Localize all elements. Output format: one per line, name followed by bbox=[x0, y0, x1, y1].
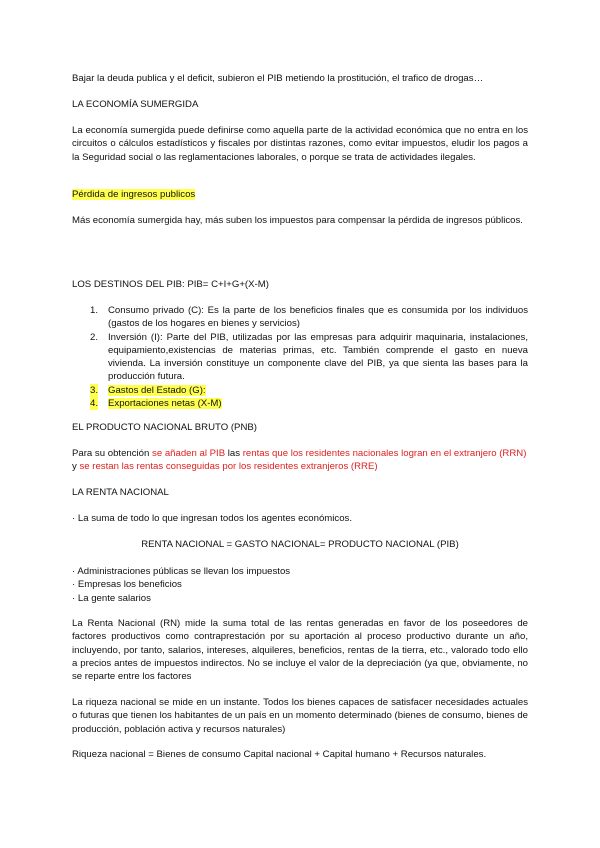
pnb-text-red: rentas que los residentes nacionales logran en el extranjero (RRN) bbox=[242, 448, 527, 459]
renta-bullets bbox=[72, 565, 528, 605]
riqueza-formula: Riqueza nacional = Bienes de consumo Capital nacional + Capital humano + Recursos naturales. bbox=[72, 749, 487, 760]
pnb-paragraph bbox=[72, 447, 528, 474]
list-item bbox=[72, 384, 528, 397]
renta-nacional-paragraph: La Renta Nacional (RN) mide la suma total de las rentas generadas en favor de los poseedores de factores productivos como contraprestación por su aportación al proceso productivo durante un año, incluyendo, por tanto, salarios, intereses, alquileres, beneficios, rentas de la tierra, etc., valorado todo ello a precios antes de impuestos indirectos. No se incluye el valor de la depreciación (ya que, obviamente, no se reparte entre los factores bbox=[72, 618, 528, 683]
pnb-text-red: se restan las rentas conseguidas por los residentes extranjeros (RRE) bbox=[79, 461, 378, 473]
intro-line: Bajar la deuda publica y el deficit, subieron el PIB metiendo la prostitución, el trafico de drogas… bbox=[72, 73, 484, 84]
list-number: 1. bbox=[90, 305, 99, 316]
list-number: 2. bbox=[90, 331, 99, 343]
list-number: 4. bbox=[90, 398, 99, 410]
heading-destinos-pib: LOS DESTINOS DEL PIB: PIB= C+I+G+(X-M) bbox=[72, 279, 269, 290]
list-item bbox=[72, 331, 528, 384]
pnb-text: Para su obtención bbox=[72, 448, 153, 459]
list-item bbox=[72, 397, 528, 410]
pnb-text: las bbox=[225, 448, 243, 459]
bullet-item: · La gente salarios bbox=[72, 592, 151, 604]
bullet-item: · Administraciones públicas se llevan los impuestos bbox=[72, 566, 291, 577]
renta-equation: RENTA NACIONAL = GASTO NACIONAL= PRODUCTO NACIONAL (PIB) bbox=[141, 539, 459, 550]
bullet-item: · Empresas los beneficios bbox=[72, 579, 182, 591]
heading-pnb: EL PRODUCTO NACIONAL BRUTO (PNB) bbox=[72, 422, 257, 433]
destinos-list bbox=[72, 304, 528, 410]
riqueza-nacional-paragraph: La riqueza nacional se mide en un instante. Todos los bienes capaces de satisfacer necesidades actuales o futuras que tienen los habitantes de un país en un momento determinado (bienes de consumo, bienes de producción, población activa y recursos naturales) bbox=[72, 697, 528, 735]
list-item-text: Inversión (I): Parte del PIB, utilizadas por las empresas para adquirir maquinaria, instalaciones, equipamiento,existencias de materias primas, etc. También comprende el gasto en nueva vivienda. La inversión constituye un componente clave del PIB, ya que sienta las bases para la producción futura. bbox=[108, 331, 528, 383]
heading-renta-nacional: LA RENTA NACIONAL bbox=[72, 487, 169, 498]
highlighted-perdida-ingresos: Pérdida de ingresos publicos bbox=[72, 189, 196, 200]
perdida-ingresos-line bbox=[72, 188, 528, 201]
pnb-text-red: se añaden al PIB bbox=[152, 448, 226, 459]
heading-economia-sumergida: LA ECONOMÍA SUMERGIDA bbox=[72, 99, 199, 110]
list-item bbox=[72, 304, 528, 331]
pnb-text: y bbox=[72, 461, 80, 473]
list-item-text: Consumo privado (C): Es la parte de los beneficios finales que es consumida por los individuos (gastos de los hogares en bienes y servicios) bbox=[108, 305, 528, 330]
list-item-text: Exportaciones netas (X-M) bbox=[108, 398, 222, 410]
list-number: 3. bbox=[90, 384, 99, 396]
renta-summary: · La suma de todo lo que ingresan todos los agentes económicos. bbox=[72, 513, 352, 524]
list-item-text: Gastos del Estado (G): bbox=[108, 384, 206, 396]
economia-sumergida-consequence: Más economía sumergida hay, más suben los impuestos para compensar la pérdida de ingresos públicos. bbox=[72, 215, 523, 226]
economia-sumergida-definition: La economía sumergida puede definirse como aquella parte de la actividad económica que no entra en los circuitos o cálculos estadísticos y fiscales por distintas razones, como evitar impuestos, eludir los pagos a la Seguridad social o las reglamentaciones laborales, o porque se trata de actividades ilegales. bbox=[72, 125, 528, 163]
